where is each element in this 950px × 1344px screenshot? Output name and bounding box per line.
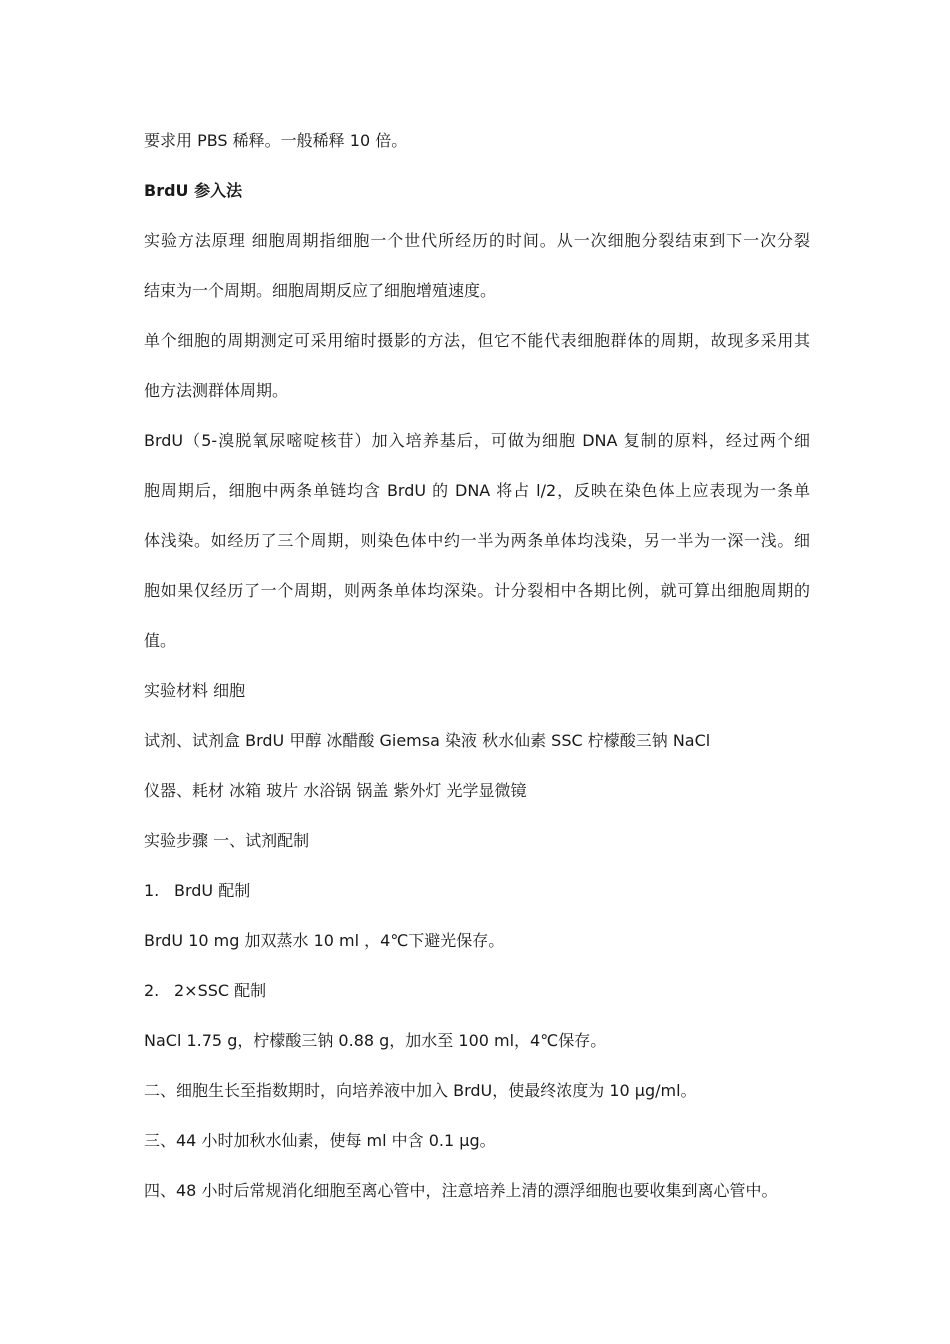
text-line: 体浅染。如经历了三个周期，则染色体中约一半为两条单体均浅染，另一半为一深一浅。细 bbox=[144, 531, 810, 550]
text-line: 他方法测群体周期。 bbox=[144, 381, 289, 400]
text-line: 胞如果仅经历了一个周期，则两条单体均深染。计分裂相中各期比例，就可算出细胞周期的 bbox=[144, 581, 810, 600]
text-line: 值。 bbox=[144, 631, 177, 650]
text-line: 单个细胞的周期测定可采用缩时摄影的方法，但它不能代表细胞群体的周期，故现多采用其 bbox=[144, 331, 810, 350]
text-line: 胞周期后，细胞中两条单链均含 BrdU 的 DNA 将占 l/2，反映在染色体上应表现为一条单 bbox=[144, 481, 810, 500]
text-line: NaCl 1.75 g，柠檬酸三钠 0.88 g，加水至 100 ml，4℃保存。 bbox=[144, 1031, 607, 1050]
list-number: 2. bbox=[144, 981, 160, 1000]
list-number: 1. bbox=[144, 881, 160, 900]
step-line: 二、细胞生长至指数期时，向培养液中加入 BrdU，使最终浓度为 10 μg/ml。 bbox=[144, 1081, 697, 1100]
text-line: 要求用 PBS 稀释。一般稀释 10 倍。 bbox=[144, 131, 408, 150]
document-body bbox=[144, 116, 810, 1216]
text-line: BrdU 10 mg 加双蒸水 10 ml ，4℃下避光保存。 bbox=[144, 931, 505, 950]
list-text: BrdU 配制 bbox=[174, 881, 251, 900]
materials-line: 实验材料 细胞 bbox=[144, 681, 246, 700]
step-line: 三、44 小时加秋水仙素，使每 ml 中含 0.1 μg。 bbox=[144, 1131, 496, 1150]
reagents-line: 试剂、试剂盒 BrdU 甲醇 冰醋酸 Giemsa 染液 秋水仙素 SSC 柠檬酸三钠 NaCl bbox=[144, 731, 711, 750]
list-text: 2×SSC 配制 bbox=[174, 981, 267, 1000]
text-line: 结束为一个周期。细胞周期反应了细胞增殖速度。 bbox=[144, 281, 497, 300]
steps-heading: 实验步骤 一、试剂配制 bbox=[144, 831, 310, 850]
instruments-line: 仪器、耗材 冰箱 玻片 水浴锅 锅盖 紫外灯 光学显微镜 bbox=[144, 781, 527, 800]
list-item bbox=[144, 866, 810, 916]
text-line: BrdU（5-溴脱氧尿嘧啶核苷）加入培养基后，可做为细胞 DNA 复制的原料，经过两个细 bbox=[144, 431, 810, 450]
list-item bbox=[144, 966, 810, 1016]
step-line: 四、48 小时后常规消化细胞至离心管中，注意培养上清的漂浮细胞也要收集到离心管中。 bbox=[144, 1181, 778, 1200]
section-heading: BrdU 参入法 bbox=[144, 181, 243, 200]
text-line: 实验方法原理 细胞周期指细胞一个世代所经历的时间。从一次细胞分裂结束到下一次分裂 bbox=[144, 231, 810, 250]
